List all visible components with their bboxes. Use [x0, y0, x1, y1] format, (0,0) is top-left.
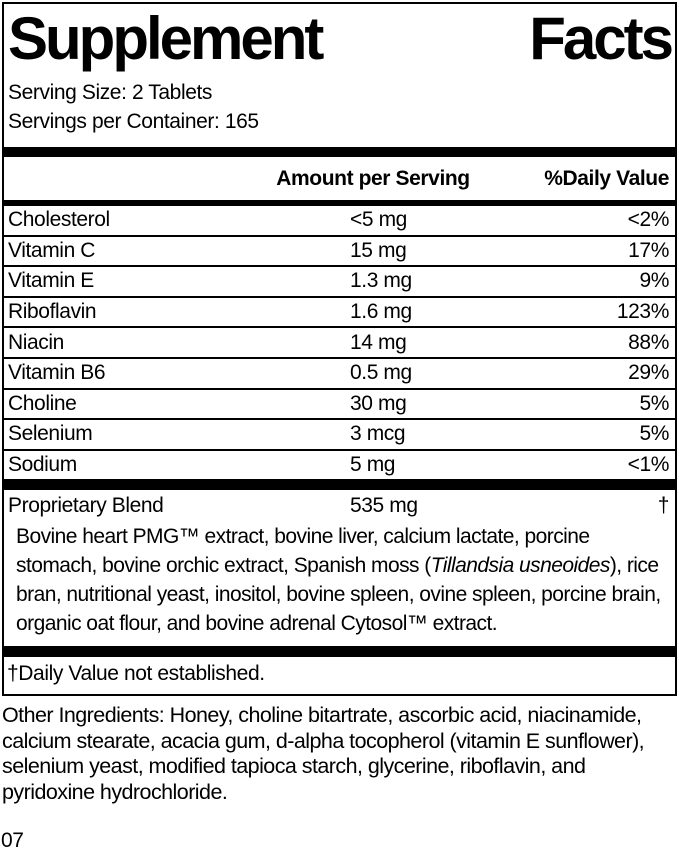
table-row-choline — [4, 390, 675, 421]
nutrient-name: Vitamin B6 — [8, 361, 106, 385]
separator-bar-footnote — [4, 646, 675, 657]
separator-bar-blend — [4, 479, 675, 490]
nutrient-name: Riboflavin — [8, 300, 97, 324]
column-header-amount-per-serving: Amount per Serving — [276, 166, 470, 190]
table-row-vitamin-e — [4, 267, 675, 298]
blend-daily-value-dagger: † — [657, 493, 669, 517]
blend-amount: 535 mg — [350, 493, 418, 517]
panel-title-word-supplement: Supplement — [8, 5, 322, 72]
separator-bar-top — [4, 147, 675, 157]
nutrient-amount: 14 mg — [350, 330, 407, 354]
blend-description-part2: ), rice bran, nutritional yeast, inositol, bovine spleen, ovine spleen, porcine brain, organic oat flour, and bovine adrenal Cytosol™ extract. — [16, 554, 661, 636]
table-row-selenium — [4, 420, 675, 451]
panel-title — [4, 4, 675, 72]
nutrient-daily-value: 29% — [628, 361, 669, 385]
nutrient-daily-value: 17% — [628, 238, 669, 262]
nutrient-name: Sodium — [8, 453, 77, 477]
servings-per-container-text: Servings per Container: 165 — [8, 110, 259, 133]
nutrient-daily-value: 9% — [639, 269, 669, 293]
table-row-proprietary-blend — [4, 490, 675, 521]
nutrient-name: Selenium — [8, 422, 93, 446]
blend-description-botanical-name: Tillandsia usneoides — [430, 554, 610, 578]
serving-size-text: Serving Size: 2 Tablets — [8, 81, 213, 104]
nutrient-amount: 15 mg — [350, 238, 407, 262]
nutrient-amount: 3 mcg — [350, 422, 406, 446]
nutrient-daily-value: 5% — [639, 391, 669, 415]
daily-value-footnote: †Daily Value not established. — [7, 662, 265, 686]
nutrient-daily-value: 88% — [628, 330, 669, 354]
nutrient-name: Niacin — [8, 330, 64, 354]
nutrient-name: Choline — [8, 391, 77, 415]
table-row-niacin — [4, 328, 675, 359]
supplement-facts-panel — [2, 2, 677, 696]
nutrient-amount: 1.3 mg — [350, 269, 412, 293]
table-row-sodium — [4, 451, 675, 480]
blend-name: Proprietary Blend — [8, 493, 164, 517]
nutrient-name: Vitamin C — [8, 238, 96, 262]
product-code: 07 — [1, 829, 24, 852]
nutrient-amount: 0.5 mg — [350, 361, 412, 385]
nutrient-amount: 5 mg — [350, 453, 396, 477]
other-ingredients-text: Other Ingredients: Honey, choline bitartrate, ascorbic acid, niacinamide, calcium stearate, acacia gum, d-alpha tocopherol (vitamin E sunflower), selenium yeast, modified tapioca starch, glycerine, riboflavin, and pyridoxine hydrochloride. — [2, 703, 645, 804]
nutrient-amount: 1.6 mg — [350, 300, 412, 324]
table-row-riboflavin — [4, 298, 675, 329]
blend-description-part1: Bovine heart PMG™ extract, bovine liver, calcium lactate, porcine stomach, bovine orchic extract, Spanish moss ( — [16, 525, 590, 578]
nutrient-name: Cholesterol — [8, 208, 110, 232]
table-row-vitamin-c — [4, 237, 675, 268]
nutrient-daily-value: <1% — [627, 453, 669, 477]
nutrient-name: Vitamin E — [8, 269, 94, 293]
nutrient-daily-value: 5% — [639, 422, 669, 446]
table-row-cholesterol — [4, 206, 675, 237]
table-row-vitamin-b6 — [4, 359, 675, 390]
panel-title-word-facts: Facts — [529, 5, 671, 72]
proprietary-blend-description — [4, 521, 675, 646]
nutrient-amount: 30 mg — [350, 391, 407, 415]
table-header-row — [4, 157, 675, 200]
nutrient-amount: <5 mg — [350, 208, 407, 232]
serving-info — [4, 78, 675, 136]
column-header-daily-value: %Daily Value — [544, 166, 669, 190]
nutrient-daily-value: <2% — [627, 208, 669, 232]
nutrient-daily-value: 123% — [616, 300, 669, 324]
